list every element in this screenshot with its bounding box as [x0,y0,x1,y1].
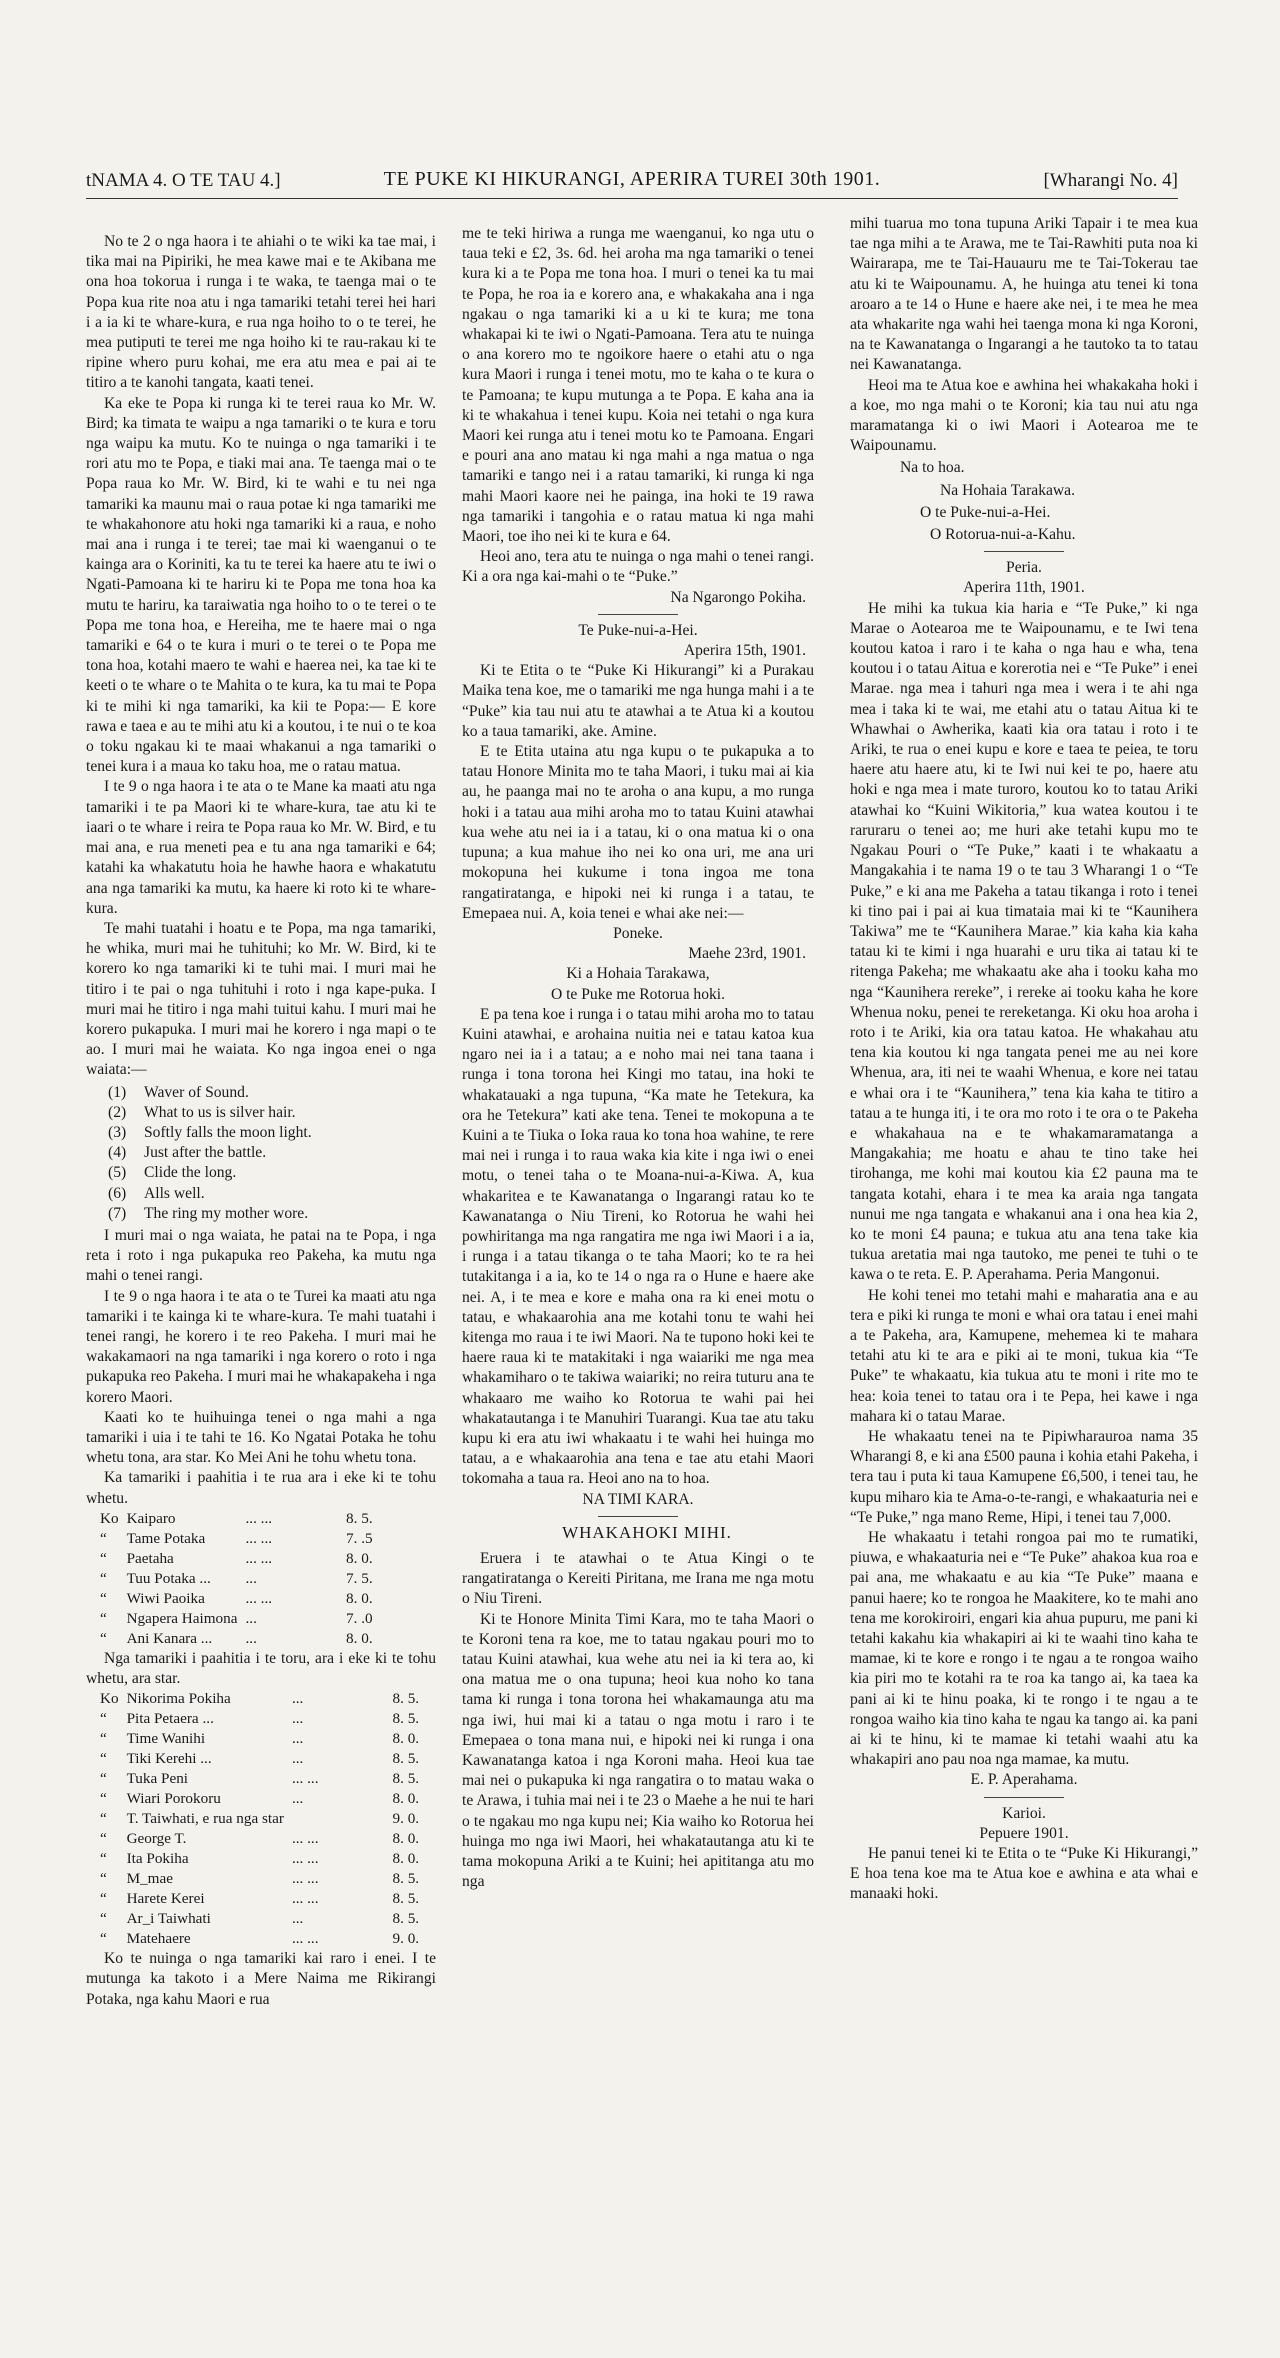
student-name: Pita Petaera ... [126,1710,214,1728]
column-1 [86,232,436,2010]
table-row [96,1529,377,1549]
leader-dots: ... [291,1790,304,1808]
letter-date: Pepuere 1901. [979,1824,1069,1842]
song-number: (6) [108,1184,127,1202]
prefix: “ [100,1770,107,1788]
table-row [96,1569,377,1589]
paragraph: No te 2 o nga haora i te ahiahi o te wiki ka tae mai, i tika mai na Pipiriki, he mea kawe mai e te Akibana me ona hoa tokorua i runga i te waka, te taenga mai o te Popa kua rite noa atu i nga tamariki tetahi terei hei hari i a ia ki te whare-kura, e rua nga hoiho to o te terei, he mea putiputi te terei me nga hoiho ki te rau-rakau ki te ripine whero puru kohai, me era atu mea e pai ai te titiro a te kanohi tangata, kaati tenei. [86,233,436,392]
score-table-1 [96,1509,377,1649]
song-item [108,1103,436,1123]
table-row [96,1769,423,1789]
leader-dots: ... [291,1730,304,1748]
leader-dots: ... ... [245,1589,273,1607]
table-row [96,1729,423,1749]
student-name: Paetaha [126,1549,174,1567]
paragraph: He whakaatu i tetahi rongoa pai mo te rumatiki, piuwa, e whakaaturia nei e “Te Puke” ahakoa kua roa e pai ana, me whakaatu e au kia “Te Puke” maana e panui haere; ko te rongoa he Maakitere, ko te mahi ano tena me korokiroiri, engari kia ahua pupuru, me pani ki tetahi kakahu kia whakapiri ai ki te waahi tino kaha te mamae, ki te kore e rongo i te ngau a te rongoa waiho kia piri mo te kotahi ra te roa ka tango ai, ka taea ka pani ai ki te hinu poaka, ki te rongo i te ngau a te rongoa waiho kia tino kaha te ngau ka tango ai. ka pani ai ki te hinu, ki te mamae ki tetahi waahi atu ka whakapiri ano pau noa nga mamae, ka mutu. [850,1529,1198,1769]
prefix: “ [100,1569,107,1587]
paragraph: I te 9 o nga haora i te ata o te Mane ka maati atu nga tamariki i te pa Maori ki te whare-kura, tae atu ki te iaari o te whare i reira te Popa raua ko Mr. W. Bird, e tu mai ana, e rua meneti pea e tu ana nga tamariki e 64; katahi ka whakatutu hoia he hawhe haora e whakatutu ana nga tamariki ka mutu, ka haere ki roto ki te whare-kura. [86,778,436,917]
table-row [96,1589,377,1609]
song-item [108,1163,436,1183]
prefix: “ [100,1870,107,1888]
prefix: “ [100,1910,107,1928]
signature: Na Ngarongo Pokiha. [670,588,806,606]
paragraph: Ki te Etita o te “Puke Ki Hikurangi” ki a Purakau Maika tena koe, me o tamariki me nga hunga mahi i a te “Puke” kia tau nui atu te atawhai a te Atua ki a koutou ko a taua tamariki, ake. Amine. [462,662,814,740]
divider [598,1516,678,1517]
prefix: “ [100,1549,107,1567]
leader-dots: ... [245,1569,257,1587]
student-name: Ar_i Taiwhati [126,1910,211,1928]
table-row [96,1809,423,1829]
song-title: The ring my mother wore. [144,1204,309,1222]
signature: O Rotorua-nui-a-Kahu. [930,526,1076,544]
prefix: “ [100,1790,107,1808]
paragraph: Kaati ko te huihuinga tenei o nga mahi a nga tamariki i uia i te tahi te 16. Ko Ngatai Potaka he tohu whetu tona, ara star. Ko Mei Ani he tohu whetu tona. [86,1408,436,1467]
leader-dots: ... ... [291,1930,319,1948]
student-name: Tame Potaka [126,1529,206,1547]
score: 8. 5. [392,1710,420,1728]
student-name: Harete Kerei [126,1890,205,1908]
prefix: “ [100,1850,107,1868]
prefix: “ [100,1930,107,1948]
song-title: Alls well. [144,1184,205,1202]
score: 8. 0. [392,1850,420,1868]
table-row [96,1749,423,1769]
section-title: WHAKAHOKI MIHI. [562,1522,732,1542]
table-row [96,1789,423,1809]
table-row [96,1609,377,1629]
leader-dots: ... [291,1690,304,1708]
paragraph: E te Etita utaina atu nga kupu o te pukapuka a to tatau Honore Minita mo te taha Maori, i tuku mai ai kia au, he paanga mai no te aroha o ana kupu, a mo runga hoki i a tatau aua mihi aroha mo to tatau Kuini atawhai kua wehe atu nei ia i a tatau, ki o ona matua ki o ona tupuna; a kua mahue iho nei ko ona uri, me ana uri mokopuna hei kukume i tona ingoa me tona rangatiratanga, e hipoki nei ki runga i a tatau, te Emepaea nui. A, koia tenei e whai ake nei:— [462,743,814,922]
leader-dots: ... ... [291,1890,319,1908]
score: 8. 5. [392,1890,420,1908]
letter-heading: Peria. [1006,559,1042,577]
student-name: Tuu Potaka ... [126,1569,211,1587]
song-number: (7) [108,1204,127,1222]
paragraph: Te mahi tuatahi i hoatu e te Popa, ma nga tamariki, he whika, muri mai he tuhituhi; ko Mr. W. Bird, ki te korero ko nga tamariki ki te tuhi mai. I muri mai he titiro i te pai o nga tuhituhi i roto i nga kape-puka. I muri mai he titiro i nga mahi tuitui kahu. I muri mai he korero pukapuka. I muri mai he korero i nga mapi o te ao. I muri mai he waiata. Ko nga ingoa enei o nga waiata:— [86,919,436,1079]
table-row [96,1629,377,1649]
table-row [96,1889,423,1909]
song-number: (1) [108,1083,127,1101]
paragraph: Ka tamariki i paahitia i te rua ara i eke ki te tohu whetu. [86,1469,436,1507]
page-header [86,168,1178,199]
song-item [108,1143,436,1163]
letter-date: Aperira 11th, 1901. [963,579,1085,597]
paragraph: I te 9 o nga haora i te ata o te Turei ka maati atu nga tamariki i te kainga ki te whare-kura. Te mahi tuatahi i tenei rangi, he korero i te reo Pakeha. I muri mai he wakakamaori na nga tamariki i nga korero o roto i nga pukapuka reo Pakeha. I muri mai he whakapakeha i nga korero Maori. [86,1287,436,1406]
table-row [96,1709,423,1729]
signature: Na Hohaia Tarakawa. [940,481,1075,499]
header-issue: tNAMA 4. O TE TAU 4.] [86,170,281,191]
letter-heading: Te Puke-nui-a-Hei. [578,621,698,639]
student-name: Ita Pokiha [126,1850,189,1868]
prefix: “ [100,1750,107,1768]
student-name: M_mae [126,1870,173,1888]
song-list [108,1083,436,1224]
song-item [108,1123,436,1143]
student-name: Ani Kanara ... [126,1629,213,1647]
song-number: (5) [108,1164,127,1182]
table-row [96,1929,423,1949]
divider [984,1797,1064,1798]
prefix: Ko [100,1509,119,1527]
paragraph: He kohi tenei mo tetahi mahi e maharatia ana e au tera e piki ki runga te moni e whai ora tatau i enei mahi a te Pakeha, ara, Kamupene, mehemea ki te mahara tetahi atu ki te ara e piki ai te moni, tukua kia “Te Puke” te whakaatu, kia tukua atu te moni i rite mo te hea: koia tenei to tatau ora i te Pepa, hei kawe i nga mahara ki o tatau Marae. [850,1286,1198,1425]
song-title: What to us is silver hair. [144,1103,296,1121]
signature: E. P. Aperahama. [970,1771,1078,1789]
score: 8. 5. [392,1870,420,1888]
song-number: (3) [108,1123,127,1141]
divider [598,614,678,615]
song-item [108,1184,436,1204]
leader-dots: ... ... [291,1830,319,1848]
score: 7. 5. [346,1569,373,1587]
score: 8. 0. [392,1790,420,1808]
score: 9. 0. [392,1930,420,1948]
song-title: Just after the battle. [144,1144,267,1162]
leader-dots: ... ... [291,1770,319,1788]
paragraph: Eruera i te atawhai o te Atua Kingi o te rangatiratanga o Kereiti Piritana, me Irana me nga motu o Niu Tireni. [462,1550,814,1608]
paragraph: He panui tenei ki te Etita o te “Puke Ki Hikurangi,” E hoa tena koe ma te Atua koe e awhina e ata whai e manaaki hoki. [850,1845,1198,1903]
paragraph: E pa tena koe i runga i o tatau mihi aroha mo to tatau Kuini atawhai, e arohaina nuitia nei e tatau katoa kua ngaro nei ia i a tatau; a e noho mai nei tana taana i runga i tona torona hei Kingi mo tatau, ina hoki te whakatauaki a nga tupuna, “Ka mate he Tetekura, ka ora he Tetekura” kati ake tena. Tenei te mokopuna a te Kuini a te Tiuka o Ioka raua ko tona hoa wahine, te rere mai nei i runga i to raua waka kia kite i nga iwi o enei motu, o tenei taha o te Moana-nui-a-Kiwa. A, kua whakaritea e te Kawanatanga o Ingarangi ratau ko te Kawanatanga o Niu Tireni, ko Rotorua he wahi hei powhiritanga ma nga rangatira me nga iwi Maori i a ia, i runga i a tatau tikanga o te taha Maori; ko te ra hei tutakitanga i a ia, ko te 14 o nga ra o Hune e haere ake nei. A, i te mea e kore e maha ona ra ki enei motu o tatau, e whakaarohia ana me kotahi tonu te wahi hei kitenga mo raua i te iwi Maori. Na te tupono hoki kei te haere raua ki te matakitaki i nga waiariki me nga mea whakamiharo o te takiwa waiariki; no reira tuturu ana te whakaaro me waiho ko Rotorua te wahi pai hei whakatautanga i te Manuhiri Tuarangi. Kua tae atu taku kupu ki era atu iwi whakaatu i te wahi hei huinga mo tatau, a e whakaarohia ana tena e tae atu etahi Maori tokomaha a taua ra. Heoi ano na to hoa. [462,1005,814,1488]
song-title: Softly falls the moon light. [144,1123,312,1141]
leader-dots: ... ... [245,1509,273,1527]
score: 8. 5. [392,1750,420,1768]
leader-dots: ... ... [291,1850,319,1868]
score: 8. 0. [346,1549,373,1567]
score: 8. 0. [392,1730,420,1748]
song-item [108,1083,436,1103]
prefix: “ [100,1810,107,1828]
signature: NA TIMI KARA. [582,1490,694,1508]
table-row [96,1869,423,1889]
score: 8. 5. [346,1509,373,1527]
prefix: “ [100,1529,107,1547]
student-name: Nikorima Pokiha [126,1690,231,1708]
song-item [108,1204,436,1224]
prefix: “ [100,1629,107,1647]
song-number: (4) [108,1144,127,1162]
student-name: Wiari Porokoru [126,1790,221,1808]
song-number: (2) [108,1103,127,1121]
score: 8. 0. [392,1830,420,1848]
column-2 [462,224,814,1892]
leader-dots: ... ... [245,1549,273,1567]
student-name: George T. [126,1830,187,1848]
prefix: “ [100,1710,107,1728]
paragraph: me te teki hiriwa a runga me waenganui, ko nga utu o taua teki e £2, 3s. 6d. hei aroha ma nga tamariki o tenei kura ki a te Popa me tona hoa. I muri o tenei ka tu mai te Popa, he roa ia e korero ana, e whakakaha ana i nga ngakau o nga tamariki ki a u ki te kura; me tona whakapai ki te iwi o Ngati-Pamoana. Tera atu te nuinga o ana korero mo te ngoikore haere o etahi atu o nga kura Maori i runga i tenei motu, mo te kaha o te kura o te Pamoana; te kupu mutunga a te Popa. E kaha ana ia ki te whakahua i tenei kupu. Koia nei tetahi o nga kura Maori kei runga atu i tenei motu ko te Pamoana. Engari e pouri ana ano matau ki nga mahi a nga matua o nga tamariki e tango nei i a ratau tamariki, ki runga ki nga mahi Maori kaore nei he painga, ina hoki te 19 rawa nga tamariki i tangohia e o ratau matua ki nga mahi Maori, toe iho nei ki te kura e 64. [462,225,814,546]
column-3 [850,214,1198,1905]
table-row [96,1849,423,1869]
paragraph: mihi tuarua mo tona tupuna Ariki Tapair i te mea kua tae nga mihi a te Arawa, me te Tai-Rawhiti puta noa ki Wairarapa, me te Tai-Hauauru me te Tai-Tokerau tae atu ki te Waipounamu. A, he huinga atu tenei ki tona aroaro a te 14 o Hune e haere ake nei, i te mea he mea ata whakarite nga wahi hei taenga mona ki nga Koroni, na te Kawanatanga o Ingarangi a he tautoko ta to tatau nei Kawanatanga. [850,215,1198,374]
paragraph: I muri mai o nga waiata, he patai na te Popa, i nga reta i roto i nga pukapuka reo Pakeha, ka mutu nga mahi o tenei rangi. [86,1226,436,1285]
letter-address: O te Puke me Rotorua hoki. [550,985,726,1003]
student-name: Wiwi Paoika [126,1589,205,1607]
letter-heading: Karioi. [1002,1804,1046,1822]
header-page-number: [Wharangi No. 4] [1043,170,1178,191]
prefix: Ko [100,1690,119,1708]
letter-date: Maehe 23rd, 1901. [688,945,806,963]
leader-dots [288,1809,323,1829]
score: 8. 5. [392,1690,420,1708]
paragraph: Ko te nuinga o nga tamariki kai raro i enei. I te mutunga ka takoto i a Mere Naima me Rikirangi Potaka, nga kahu Maori e rua [86,1950,436,2008]
student-name: Ngapera Haimona [126,1609,238,1627]
student-name: Matehaere [126,1930,191,1948]
prefix: “ [100,1890,107,1908]
letter-place: Poneke. [613,924,663,942]
table-row [96,1549,377,1569]
student-name: Time Wanihi [126,1730,206,1748]
prefix: “ [100,1730,107,1748]
song-title: Clide the long. [144,1164,237,1182]
prefix: “ [100,1830,107,1848]
table-row [96,1909,423,1929]
score: 8. 0. [346,1629,373,1647]
signature: Na to hoa. [900,459,965,477]
leader-dots: ... [291,1750,304,1768]
student-name: Tiki Kerehi ... [126,1750,212,1768]
header-masthead: TE PUKE KI HIKURANGI, APERIRA TUREI 30th 1901. [383,168,881,190]
paragraph: Heoi ano, tera atu te nuinga o nga mahi o tenei rangi. Ki a ora nga kai-mahi o te “Puke.” [462,548,814,586]
student-name: Tuka Peni [126,1770,189,1788]
signature: O te Puke-nui-a-Hei. [920,503,1051,521]
leader-dots: ... ... [291,1870,319,1888]
student-name: T. Taiwhati, e rua nga star [126,1810,284,1828]
divider [984,551,1064,552]
score: 7. .5 [346,1529,373,1547]
table-row [96,1509,377,1529]
leader-dots: ... [245,1629,257,1647]
leader-dots: ... [291,1910,304,1928]
table-row [96,1689,423,1709]
prefix: “ [100,1589,107,1607]
paragraph: Nga tamariki i paahitia i te toru, ara i eke ki te tohu whetu, ara star. [86,1649,436,1687]
score: 8. 0. [346,1589,373,1607]
letter-date: Aperira 15th, 1901. [683,642,806,660]
leader-dots: ... [245,1609,257,1627]
student-name: Kaiparo [126,1509,176,1527]
letter-address: Ki a Hohaia Tarakawa, [566,965,710,983]
table-row [96,1829,423,1849]
prefix: “ [100,1609,107,1627]
leader-dots: ... [291,1710,304,1728]
song-title: Waver of Sound. [144,1083,249,1101]
leader-dots: ... ... [245,1529,273,1547]
score: 8. 5. [392,1910,420,1928]
score: 8. 5. [392,1770,420,1788]
paragraph: Heoi ma te Atua koe e awhina hei whakakaha hoki i a koe, mo nga mahi o te Koroni; kia tau nui atu nga maramatanga ki o iwi Maori i Aotearoa me te Waipounamu. [850,376,1198,455]
score: 9. 0. [392,1810,420,1828]
paragraph: Ki te Honore Minita Timi Kara, mo te taha Maori o te Koroni tena ra koe, me to tatau ngakau pouri mo to tatau Kuini atawhai, kua wehe atu nei ia ki tera ao, ki ona matua me o ona tupuna; heoi kua noho ko tana tama ki runga i tona torona hei whakamaunga atu ma nga iwi, hui mai ki a tatau o nga motu i raro i te Emepaea o tona mana nui, e hipoki nei ki runga i ona Kawanatanga katoa i nga Koroni maha. Heoi kua tae mai nei o pukapuka ki nga rangatira o to matau waka o te Arawa, i tuhia mai nei i te 23 o Maehe a he nui te hari o te ngakau mo nga kupu nei; Kia waiho ko Rotorua hei huinga mo nga iwi Maori, hei whakatautanga atu ki te tama mokopuna Ariki a te Kuini; hei apititanga atu mo nga [462,1610,814,1891]
score-table-2 [96,1689,423,1949]
score: 7. .0 [346,1609,373,1627]
paragraph: He mihi ka tukua kia haria e “Te Puke,” ki nga Marae o Aotearoa me te Waipounamu, e te Iwi tena koutou katoa i raro i te kaha o nga hau e wha, tena koutou i o tatau Aitua e korerotia nei e “Te Puke” i enei Marae. nga mea i tahuri nga mea i wera i te ahi nga mea i taka ki te wai, me etahi atu o tatau Aitua ki te Whawhai o Awherika, kaati kia ora tatau i roto i te Ariki, te rua o enei kupu e kore e taea te peiea, te toru haere atu haere atu, ki te Iwi nui kei te po, haere atu hoki e nga mea i mate turoro, koutou ko to tatau Ariki atawhai ko “Kuini Wikitoria,” kua watea koutou i te raruraru o tenei ao; me huri ake tetahi kupu mo te Ngakau Pouri o “Te Puke,” kaati i te whakaatu a Mangakahia i te nama 19 o te tau 3 Wharangi 1 o “Te Puke,” e ki ana me Pakeha a tatau tikanga i roto i tenei ki tino pai i pai ai kua timataia mai ki te “Kaunihera Takiwa” me te “Kaunihera Marae.” kia kaha kia kaha tatau ki te kimi i nga huarahi e uru tika ai tatau ki te ritenga Pakeha; me whakaatu ake aha i tooku kaha mo nga “Kaunihera rereke”, i rereke ai tooku kaha he kore Whenua noku, penei te rereketanga. Ki oku hoa aroha i roto i te Ariki, kia ora tatau katoa. He whakahau atu tena kia koutou ki nga tangata penei me au nei kore Whenua, ara, iti nei te waahi Whenua, e kore nei tatau e whai ora i te “Kaunihera,” tena kia kaha te titiro a tatau a te hunga iti, i te ora mo roto i te ora o te Pakeha e whakahaua na e te whakamaramatanga a Mangakahia; me hoatu e ahau te tino take hei tirohanga, me kohi mai koutou kia £2 pauna ma te tangata kotahi, ehara i te mea ka araia nga tangata nunui me nga tangata e whakanui ana i ona hea kia 2, ko te moni £4 pauna; e tukua atu ana tena take kia tukua aretatia mai nga tautoko, me penei te tuhi o te kawa o te reta. E. P. Aperahama. Peria Mangonui. [850,599,1198,1284]
paragraph: Ka eke te Popa ki runga ki te terei raua ko Mr. W. Bird; ka timata te waipu a nga tamariki o te kura e toru nga waipu ka mutu. Ko te nuinga o nga tamariki i te rori atu mo te Popa, e tiaki mai ana. Te taenga mai o te Popa raua ko Mr. W. Bird, ki te wahi e tu nei nga tamariki ka maunu mai o raua potae ki nga tamariki me te whakahonore atu hoki nga tamariki ki a raua, e noho mai ana i runga i te terei; tae mai ki waenganui o te kainga ara o Koriniti, ka tu te terei ka haere atu te iwi o Ngati-Pamoana ki te hariru ki te Popa me tona hoa ka mutu te hariru, ka taraiwatia nga hoiho to o te terei o te Popa me tona hoa, e Hereiha, me te haere mai o nga tamariki e 64 o te kura i muri o te terei o te Popa me tona hoa, kotahi maero te wahi e haerea nei, ka tae ki te keeti o te whare o te Mahita o te kura, ka tu mai te Popa ki te mihi ki nga tamariki, ka kii te Popa:— E kore rawa e taea e au te mihi atu ki a koutou, i te nui o te koa o toku ngakau ki te maai whakanui a nga tamariki o tenei kura i a maua ko taku hoa, me o ratau matua. [86,394,436,776]
paragraph: He whakaatu tenei na te Pipiwharauroa nama 35 Wharangi 8, e ki ana £500 pauna i kohia etahi Pakeha, i tera tau i puta ki taua Kamupene £6,500, i tenei tau, he kupu miharo kia te Ama-o-te-rangi, e whakaaturia nei e “Te Puke,” nga mano Reme, Hipi, i tenei tau 7,000. [850,1427,1198,1526]
